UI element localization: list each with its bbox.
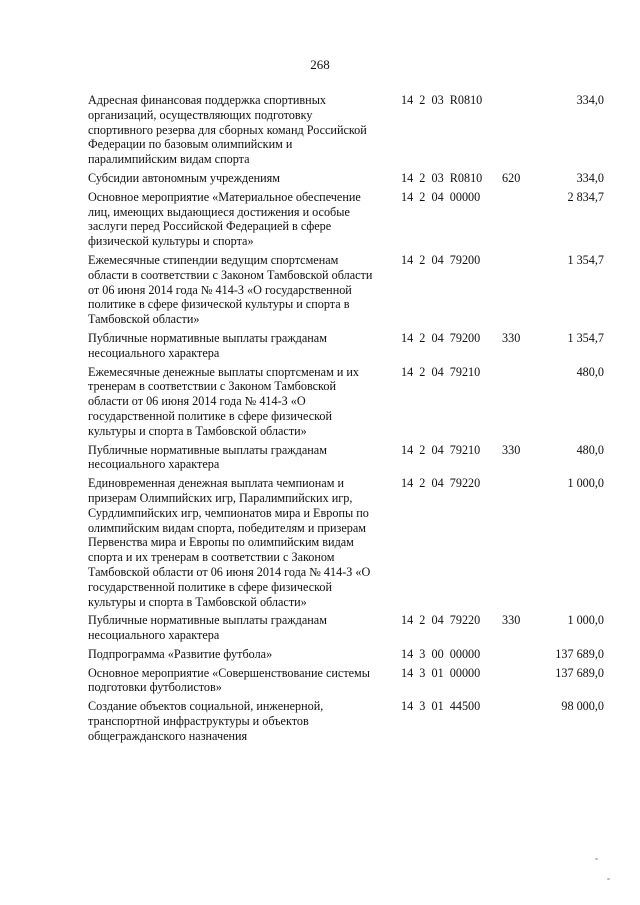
row-amount: 1 000,0 [567,613,604,628]
row-description: Публичные нормативные выплаты гражданам несоциального характера [88,330,327,360]
table-row [88,443,608,473]
row-code: 14 3 01 44500 [401,699,481,714]
row-description: Основное мероприятие «Совершенствование системы подготовки футболистов» [88,665,370,695]
row-amount: 334,0 [576,93,604,107]
page-number: 268 [310,57,330,72]
row-description: Создание объектов социальной, инженерной, транспортной инфраструктуры и объектов общегражданского назначения [88,699,324,743]
row-amount: 98 000,0 [561,699,604,714]
row-code: 14 2 04 00000 [401,189,481,204]
scan-speck [595,858,598,860]
table-row [88,699,608,743]
table-row [88,613,608,643]
table-row [88,93,608,167]
row-code: 14 2 04 79200 [401,252,481,267]
row-amount: 1 000,0 [567,476,604,491]
row-amount: 334,0 [576,170,604,185]
table-row [88,647,608,662]
row-description: Единовременная денежная выплата чемпионам и призерам Олимпийских игр, Паралимпийских игр, Сурдлимпийских игр, чемпионатов мира и Европы по олимпийским видам спорта, победителям и призерам Первенства мира и Европы по олимпийским видам спорта и их тренерам в соответствии с Законом Тамбовской области от 06 июня 2014 года № 414-З «О государственной политике в сфере физической культуры и спорта в Тамбовской области» [88,476,371,609]
table-row [88,171,608,186]
row-amount: 137 689,0 [555,646,604,661]
row-amount: 1 354,7 [567,330,604,345]
row-expense-type: 330 [502,330,521,345]
row-expense-type: 330 [502,613,521,628]
row-expense-type: 620 [502,170,521,185]
row-amount: 137 689,0 [555,665,604,680]
row-code: 14 2 04 79210 [401,442,481,457]
row-description: Публичные нормативные выплаты гражданам несоциального характера [88,442,327,472]
row-description: Субсидии автономным учреждениям [88,170,280,185]
row-code: 14 3 01 00000 [401,665,481,680]
table-row [88,476,608,609]
row-code: 14 2 04 79210 [401,364,481,379]
table-row [88,331,608,361]
row-amount: 1 354,7 [567,252,604,267]
row-amount: 480,0 [576,442,604,457]
budget-table [88,93,608,748]
table-row [88,365,608,439]
row-code: 14 2 04 79220 [401,613,481,628]
row-description: Ежемесячные стипендии ведущим спортсменам области в соответствии с Законом Тамбовской области от 06 июня 2014 года № 414-З «О государственной политике в сфере физической культуры и спорта в Тамбовской области» [88,252,373,327]
row-code: 14 2 03 R0810 [401,170,483,185]
row-description: Публичные нормативные выплаты гражданам несоциального характера [88,613,327,643]
row-expense-type: 330 [502,442,521,457]
table-row [88,666,608,696]
row-amount: 2 834,7 [567,189,604,204]
row-code: 14 2 03 R0810 [401,93,483,107]
row-code: 14 2 04 79200 [401,330,481,345]
row-code: 14 3 00 00000 [401,646,481,661]
row-code: 14 2 04 79220 [401,476,481,491]
row-description: Ежемесячные денежные выплаты спортсменам и их тренерам в соответствии с Законом Тамбовской области от 06 июня 2014 года № 414-З «О государственной политике в сфере физической культуры и спорта в Тамбовской области» [88,364,360,438]
scan-speck [607,878,610,880]
row-description: Адресная финансовая поддержка спортивных организаций, осуществляющих подготовку спортивного резерва для сборных команд Российской Федерации по базовым олимпийским и паралимпийским видам спорта [88,93,367,167]
table-row [88,253,608,327]
row-description: Основное мероприятие «Материальное обеспечение лиц, имеющих выдающиеся достижения и особые заслуги перед Российской Федерацией в сфере физической культуры и спорта» [88,189,361,249]
row-description: Подпрограмма «Развитие футбола» [88,646,273,661]
table-row [88,190,608,249]
row-amount: 480,0 [576,364,604,379]
